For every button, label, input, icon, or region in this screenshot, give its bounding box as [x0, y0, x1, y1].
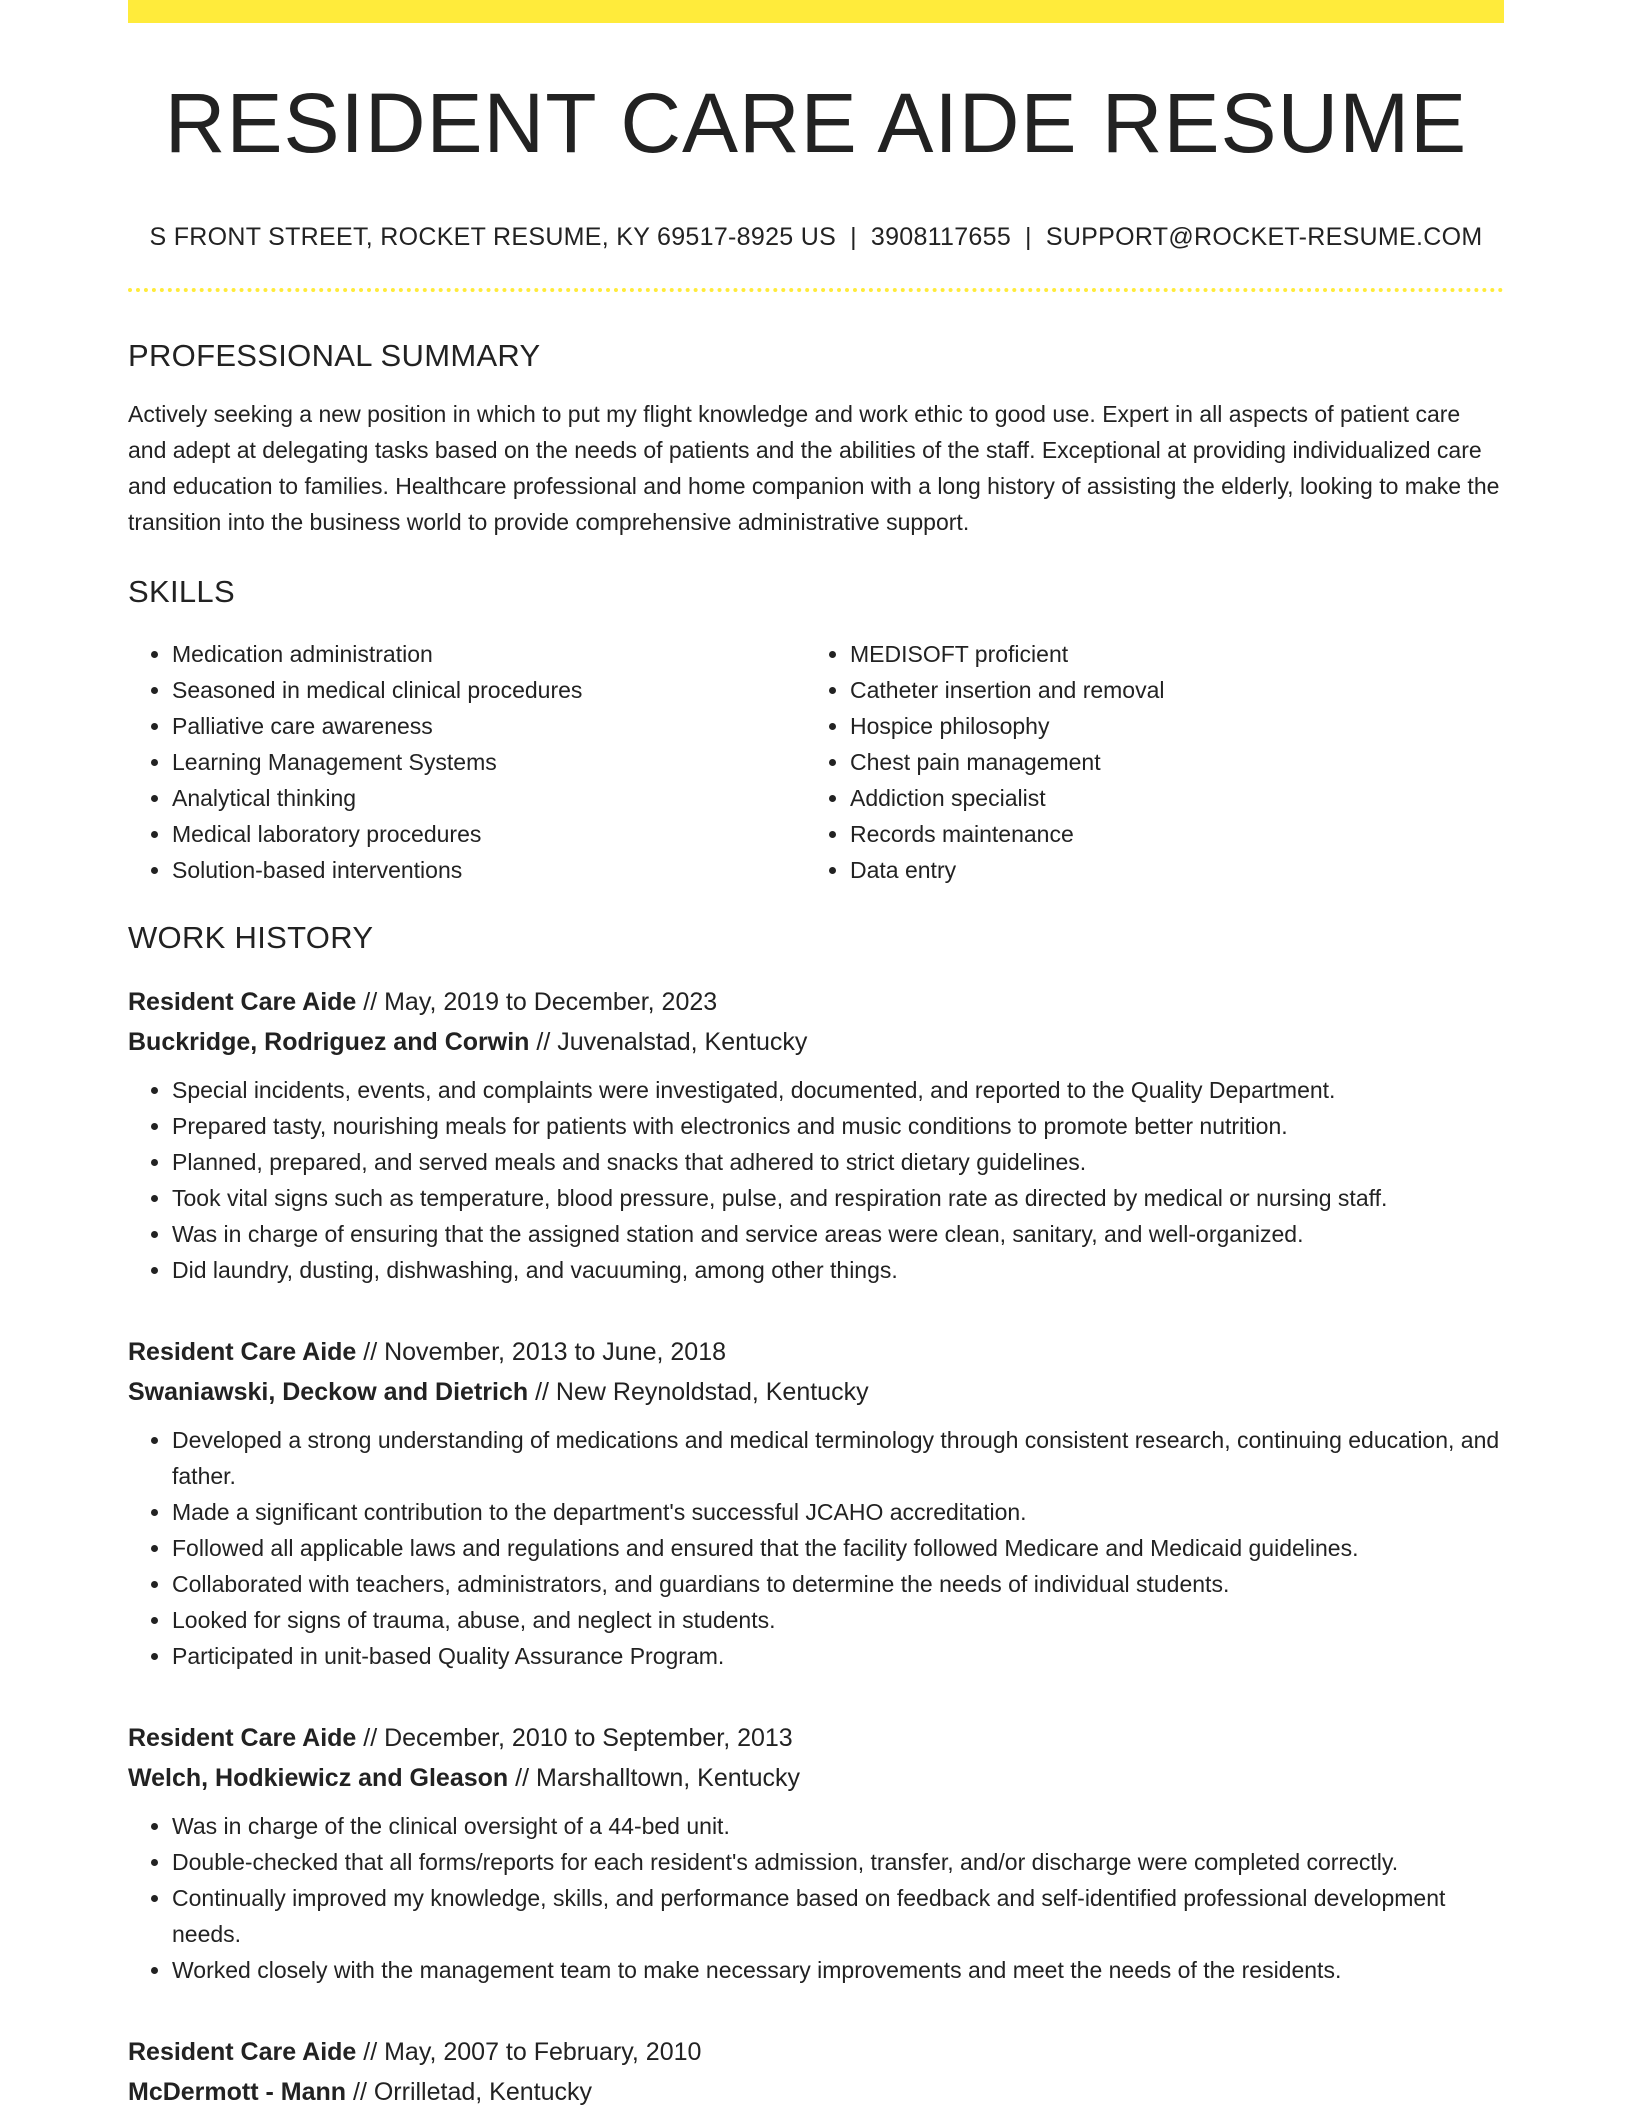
job-company-line [128, 2072, 1504, 2112]
skill-item: • Seasoned in medical clinical procedures [172, 672, 806, 708]
job-bullet: • Collaborated with teachers, administrators, and guardians to determine the needs of individual students. [172, 1566, 1504, 1602]
summary-text: Actively seeking a new position in which to put my flight knowledge and work ethic to good use. Expert in all aspects of patient care and adept at delegating tasks based on the needs of patients and the abilities of the staff. Exceptional at providing individualized care and education to families. Healthcare professional and home companion with a long history of assisting the elderly, looking to make the transition into the business world to provide comprehensive administrative support. [128, 401, 1500, 535]
job-bullet: • Looked for signs of trauma, abuse, and neglect in students. [172, 1602, 1504, 1638]
job-bullets [128, 1422, 1504, 1674]
job-title-line [128, 982, 1504, 1022]
skill-item: • Data entry [850, 852, 1484, 888]
job-bullet: • Special incidents, events, and complaints were investigated, documented, and reported to the Quality Department. [172, 1072, 1504, 1108]
skills-list-right [806, 636, 1484, 888]
skill-item: • Medication administration [172, 636, 806, 672]
job-dates: // May, 2007 to February, 2010 [363, 2038, 702, 2066]
skill-item: • Addiction specialist [850, 780, 1484, 816]
job-title-line [128, 2032, 1504, 2072]
job-company: Swaniawski, Deckow and Dietrich [128, 1378, 529, 1406]
job-bullet: • Was in charge of ensuring that the assigned station and service areas were clean, sanitary, and well-organized. [172, 1216, 1504, 1252]
contact-phone: 3908117655 [870, 223, 1012, 251]
skill-item: • Palliative care awareness [172, 708, 806, 744]
resume-page [128, 0, 1504, 2112]
skills-heading: SKILLS [128, 574, 235, 609]
job-company-line [128, 1022, 1504, 1062]
skill-item: • Chest pain management [850, 744, 1484, 780]
contact-separator: | [850, 223, 857, 251]
summary-heading: PROFESSIONAL SUMMARY [128, 338, 541, 373]
job-bullet: • Planned, prepared, and served meals and snacks that adhered to strict dietary guidelines. [172, 1144, 1504, 1180]
skill-item: • Hospice philosophy [850, 708, 1484, 744]
job-dates: // December, 2010 to September, 2013 [363, 1724, 793, 1752]
skills-columns [128, 636, 1504, 888]
job-bullet: • Double-checked that all forms/reports for each resident's admission, transfer, and/or discharge were completed correctly. [172, 1844, 1504, 1880]
contact-address: S FRONT STREET, ROCKET RESUME, KY 69517-8925 US [149, 223, 837, 251]
accent-top-bar [128, 0, 1504, 23]
job-bullet: • Made a significant contribution to the department's successful JCAHO accreditation. [172, 1494, 1504, 1530]
job-title-line [128, 1332, 1504, 1372]
job-bullet: • Took vital signs such as temperature, blood pressure, pulse, and respiration rate as directed by medical or nursing staff. [172, 1180, 1504, 1216]
skill-item: • Learning Management Systems [172, 744, 806, 780]
job-location: // New Reynoldstad, Kentucky [535, 1378, 869, 1406]
job-title: Resident Care Aide [128, 988, 357, 1016]
job-bullets [128, 1808, 1504, 1988]
job-bullet: • Participated in unit-based Quality Assurance Program. [172, 1638, 1504, 1674]
job-company: Buckridge, Rodriguez and Corwin [128, 1028, 530, 1056]
skills-list-left [128, 636, 806, 888]
skill-item: • Medical laboratory procedures [172, 816, 806, 852]
skill-item: • Records maintenance [850, 816, 1484, 852]
job-bullet: • Worked closely with the management team to make necessary improvements and meet the needs of the residents. [172, 1952, 1504, 1988]
job-location: // Juvenalstad, Kentucky [536, 1028, 808, 1056]
job-bullet: • Did laundry, dusting, dishwashing, and vacuuming, among other things. [172, 1252, 1504, 1288]
job-company: McDermott - Mann [128, 2078, 347, 2106]
job-entry [128, 982, 1504, 1288]
resume-title: RESIDENT CARE AIDE RESUME [164, 76, 1468, 170]
job-entry [128, 1332, 1504, 1674]
job-bullet: • Followed all applicable laws and regulations and ensured that the facility followed Medicare and Medicaid guidelines. [172, 1530, 1504, 1566]
job-entry [128, 2032, 1504, 2112]
job-bullet: • Prepared tasty, nourishing meals for patients with electronics and music conditions to promote better nutrition. [172, 1108, 1504, 1144]
job-title-line [128, 1718, 1504, 1758]
contact-separator: | [1025, 223, 1032, 251]
skill-item: • Solution-based interventions [172, 852, 806, 888]
job-title: Resident Care Aide [128, 1724, 357, 1752]
skill-item: • Analytical thinking [172, 780, 806, 816]
job-bullets [128, 1072, 1504, 1288]
job-location: // Marshalltown, Kentucky [515, 1764, 800, 1792]
job-company-line [128, 1372, 1504, 1412]
work-history-heading: WORK HISTORY [128, 920, 374, 955]
skill-item: • Catheter insertion and removal [850, 672, 1484, 708]
job-entry [128, 1718, 1504, 1988]
contact-email: SUPPORT@ROCKET-RESUME.COM [1045, 223, 1483, 251]
job-company: Welch, Hodkiewicz and Gleason [128, 1764, 509, 1792]
job-dates: // May, 2019 to December, 2023 [363, 988, 718, 1016]
job-title: Resident Care Aide [128, 2038, 357, 2066]
job-company-line [128, 1758, 1504, 1798]
job-bullet: • Continually improved my knowledge, skills, and performance based on feedback and self-identified professional development needs. [172, 1880, 1504, 1952]
skill-item: • MEDISOFT proficient [850, 636, 1484, 672]
job-bullet: • Was in charge of the clinical oversight of a 44-bed unit. [172, 1808, 1504, 1844]
job-location: // Orrilletad, Kentucky [353, 2078, 592, 2106]
job-dates: // November, 2013 to June, 2018 [363, 1338, 727, 1366]
job-bullet: • Developed a strong understanding of medications and medical terminology through consistent research, continuing education, and father. [172, 1422, 1504, 1494]
job-title: Resident Care Aide [128, 1338, 357, 1366]
dotted-divider [128, 288, 1504, 292]
contact-line [128, 223, 1504, 252]
